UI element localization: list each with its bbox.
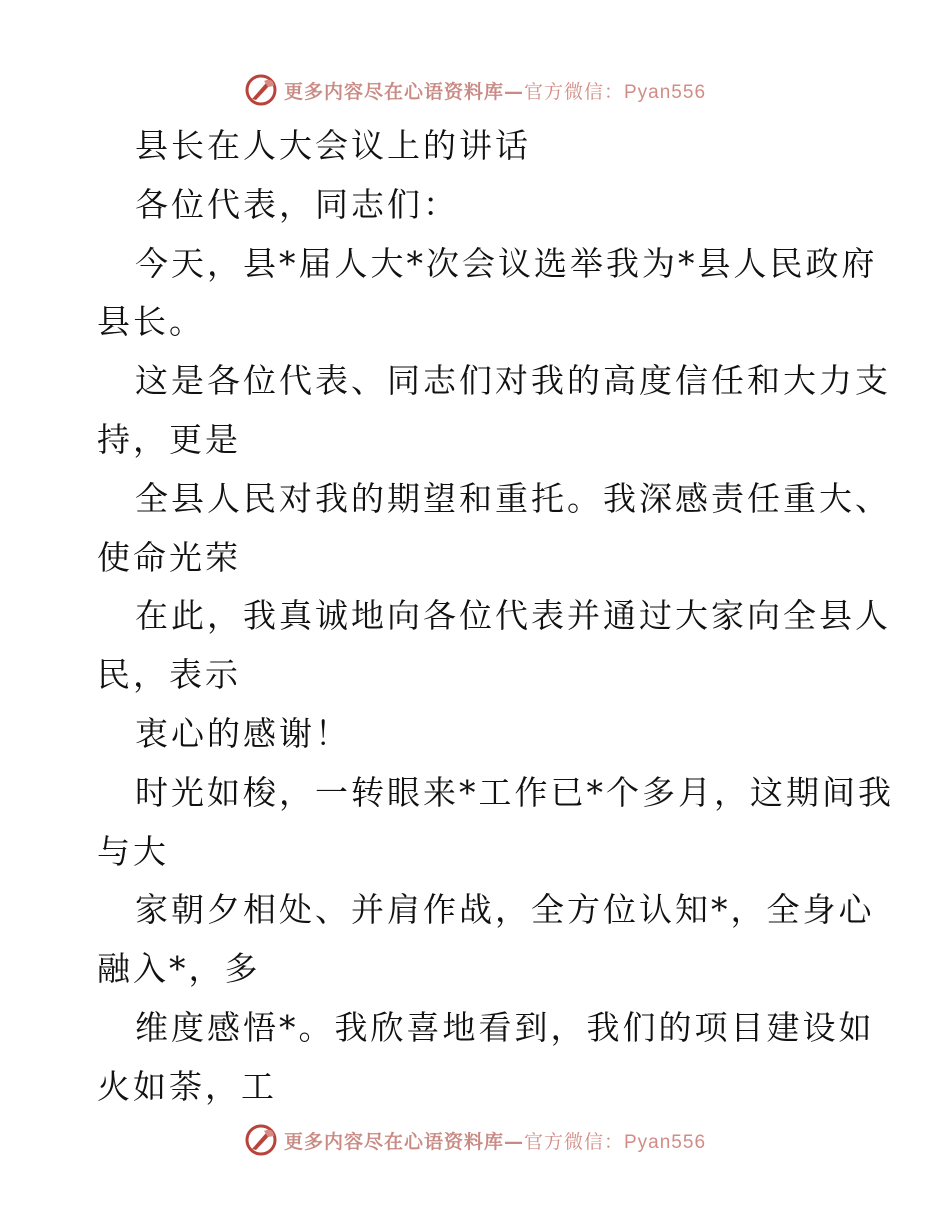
quill-logo-icon [244,73,278,107]
paragraph-line: 时光如梭，一转眼来*工作已*个多月，这期间我 [135,772,894,812]
salutation: 各位代表，同志们： [135,184,459,224]
paragraph-line: 维度感悟*。我欣喜地看到，我们的项目建设如 [135,1007,875,1047]
paragraph-line: 持，更是 [97,419,241,459]
banner-dash: — [504,80,524,103]
document-title: 县长在人大会议上的讲话 [135,126,531,165]
quill-logo-icon [244,1123,278,1157]
paragraph-line: 全县人民对我的期望和重托。我深感责任重大、 [135,478,891,518]
banner-contact: 官方微信：Pyan556 [524,1131,707,1153]
banner-dash: — [504,1130,524,1153]
paragraph-line: 县长。 [97,302,205,342]
paragraph-line: 使命光荣 [97,537,241,577]
footer-banner [0,1120,950,1160]
banner-text [284,1127,706,1154]
paragraph-line: 衷心的感谢！ [135,713,351,753]
paragraph-line: 这是各位代表、同志们对我的高度信任和大力支 [135,361,891,401]
paragraph-line: 与大 [97,831,169,871]
document-body [97,117,894,1117]
paragraph-line: 家朝夕相处、并肩作战，全方位认知*，全身心 [135,890,875,930]
banner-slogan: 更多内容尽在心语资料库 [283,1130,504,1153]
header-banner [0,70,950,110]
paragraph-line: 在此，我真诚地向各位代表并通过大家向全县人 [135,596,891,636]
paragraph-line: 火如荼，工 [97,1066,277,1106]
paragraph-line: 融入*，多 [97,949,261,989]
banner-text [284,77,706,104]
paragraph-line: 民，表示 [97,655,241,695]
paragraph-line: 今天，县*届人大*次会议选举我为*县人民政府 [135,243,878,283]
banner-contact: 官方微信：Pyan556 [524,81,707,103]
banner-slogan: 更多内容尽在心语资料库 [283,80,504,103]
